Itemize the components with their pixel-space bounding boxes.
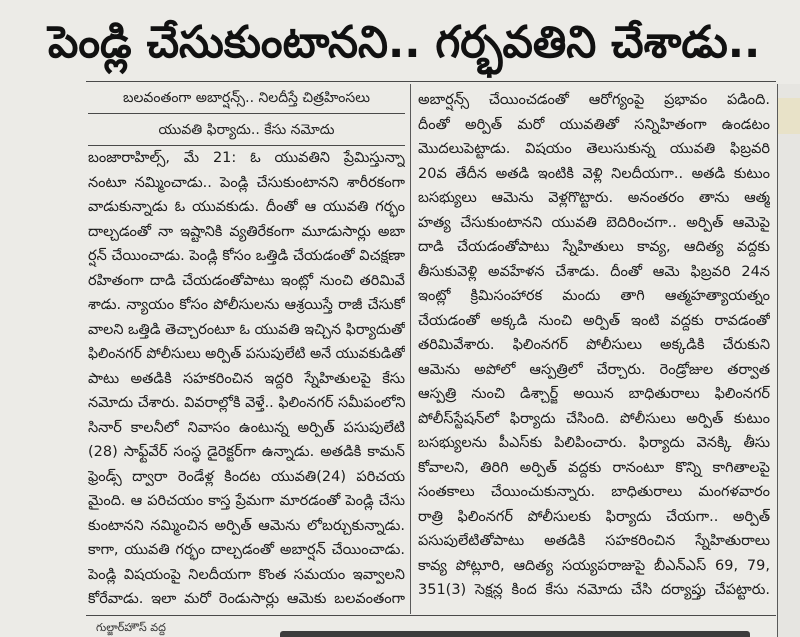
body-line: తరిమివేశారు. ఫిలింనగర్ పోలీసులు అక్కడికి చేరుకుని [418, 337, 770, 353]
body-line: దీంతో అర్పిత్ మరో యువతితో సన్నిహితంగా ఉండటం [418, 116, 770, 133]
column-divider [410, 84, 411, 614]
body-line: ఆమెను అపోలో ఆస్పత్రిలో చేర్చారు. రెండ్రోజుల తర్వాత [418, 361, 770, 378]
right-column-body [418, 88, 770, 613]
body-line: కాగా, యువతి గర్భం దాల్చడంతో అబార్షన్ చేయించాడు. [88, 542, 405, 558]
body-line: పసుపులేటితోపాటు అతడికి సహకరించిన స్నేహితురాలు [418, 533, 770, 549]
body-line: చేయడంతో అక్కడి నుంచి అర్పిత్ ఇంటి వద్దకు రావడంతో [418, 312, 770, 329]
body-line: అబార్షన్స్ చేయించడంతో ఆరోగ్యంపై ప్రభావం పడింది. [418, 92, 770, 108]
body-line: మైంది. ఆ పరిచయం కాస్త ప్రేమగా మారడంతో పెండ్లి చేసు [88, 493, 405, 509]
body-line: నమోదు చేశారు. వివరాల్లోకి వెళ్తే.. ఫిలింనగర్ సమీపంలోని [88, 395, 405, 411]
body-line: మొదలుపెట్టాడు. విషయం తెలుసుకున్న యువతి ఫిబ్రవరి [418, 141, 770, 157]
article-bottom-rule [86, 615, 776, 616]
body-line: శాడు. న్యాయం కోసం పోలీసులను ఆశ్రయిస్తే రాజీ చేసుకో [88, 297, 405, 313]
body-line: 351(3) సెక్షన్ల కింద కేసు నమోదు చేసి దర్యాప్తు చేపట్టారు. [418, 582, 770, 598]
body-line: ఫిలింనగర్ పోలీసులు అర్పిత్ పసుపులేటి అనే యువకుడితో [88, 346, 405, 362]
body-line: (28) సాఫ్ట్‌వేర్ సంస్థ డైరెక్టర్‌గా ఉన్నాడు. అతడికి కామన్ [88, 444, 405, 460]
headline: పెండ్లి చేసుకుంటానని.. గర్భవతిని చేశాడు.. [48, 17, 761, 68]
body-line: బసభ్యులను పీఎస్‌కు పిలిపించారు. ఫిర్యాదు వెనక్కి తీసు [418, 435, 770, 451]
body-line: వాలని ఒత్తిడి తెచ్చారంటూ ఓ యువతి ఇచ్చిన ఫిర్యాదుతో [88, 321, 405, 338]
body-line: పోలీస్‌స్టేషన్‌లో ఫిర్యాదు చేసింది. పోలీసులు అర్పిత్ కుటుం [418, 410, 770, 427]
body-line: నంటూ నమ్మించాడు.. పెండ్లి చేసుకుంటానని శారీరకంగా [88, 174, 405, 191]
body-line: తీసుకువెళ్లి అవహేళన చేశాడు. దీంతో ఆమె ఫిబ్రవరి 24న [418, 263, 770, 280]
body-line: ర్షన్ చేయించాడు. పెండ్లి కోసం ఒత్తిడి చేయడంతో విచక్షణా [88, 248, 405, 264]
body-line: కోరేవాడు. ఇలా మరో రెండుసార్లు ఆమెకు బలవంతంగా [88, 591, 405, 607]
subhead-divider [88, 113, 405, 114]
body-line: రహితంగా దాడి చేయడంతోపాటు ఇంట్లో నుంచి తరిమివే [88, 272, 405, 289]
adjacent-article-highlight [777, 98, 800, 134]
body-line: దాడి చేయడంతోపాటు స్నేహితులు కావ్య, ఆదిత్య వద్దకు [418, 239, 770, 255]
subhead-secondary: యువతి ఫిర్యాదు.. కేసు నమోదు [158, 122, 335, 138]
body-line: 20వ తేదీన అతడి ఇంటికి వెళ్లి నిలదీయగా.. అతడి కుటుం [418, 165, 770, 182]
body-line: పాటు అతడికి సహకరించిన ఇద్దరి స్నేహితులపై కేసు [88, 370, 405, 387]
body-line: కావ్య పోట్లూరి, ఆదిత్య సయ్యపరాజుపై బీఎన్ఎస్ 69, 79, [418, 557, 770, 574]
next-article-headline-cropped [280, 626, 750, 637]
body-line: కుంటానని నమ్మించిన అర్పిత్ ఆమెను లోబర్చుకున్నాడు. [88, 517, 405, 534]
body-line: బంజారాహిల్స్, మే 21: ఓ యువతిని ప్రేమిస్తున్నా [88, 150, 405, 166]
body-line: ఫ్రెండ్స్ ద్వారా రెండేళ్ల కిందట యువతి(24) పరిచయ [88, 468, 405, 485]
next-article-kicker: గుల్జార్‌హౌస్ వద్ద [96, 621, 166, 634]
subhead-primary: బలవంతంగా అబార్షన్స్.. నిలదీస్తే చిత్రహింసలు [122, 90, 371, 106]
body-line: సంతకాలు చేయించుకున్నారు. బాధితురాలు మంగళవారం [418, 484, 770, 500]
body-line: బసభ్యులు ఆమెను వెళ్లగొట్టారు. అనంతరం తాను ఆత్మ [418, 190, 770, 206]
body-line: ఇంట్లో క్రిమిసంహారక మందు తాగి ఆత్మహత్యాయత్నం [418, 288, 770, 304]
left-column-body [88, 146, 405, 613]
body-line: కోవాలని, తిరిగి అర్పిత్ వద్దకు రానంటూ కొన్ని కాగితాలపై [418, 459, 770, 476]
body-line: దాల్చడంతో నా ఇష్టానికి వ్యతిరేకంగా మూడుసార్లు అబా [88, 223, 405, 240]
body-line: ఆస్పత్రి నుంచి డిశ్చార్జ్ అయిన బాధితురాలు ఫిలింనగర్ [418, 386, 770, 402]
body-line: వాడుకున్నాడు ఓ యువకుడు. దీంతో ఆ యువతి గర్భం [88, 199, 405, 215]
body-line: పెండ్లి విషయంపై నిలదీయగా కొంత సమయం ఇవ్వాలని [88, 566, 405, 583]
adjacent-article-strip [777, 84, 800, 637]
body-line: సినార్ కాలనీలో నివాసం ఉంటున్న అర్పిత్ పసుపులేటి [88, 419, 405, 436]
body-line: హత్య చేసుకుంటానని యువతి బెదిరించగా.. అర్పిత్ ఆమెపై [418, 214, 770, 231]
adjacent-article-divider [777, 84, 778, 637]
body-line: రాత్రి ఫిలింనగర్ పోలీసులకు ఫిర్యాదు చేయగా.. అర్పిత్ [418, 508, 770, 525]
headline-rule [86, 81, 776, 82]
